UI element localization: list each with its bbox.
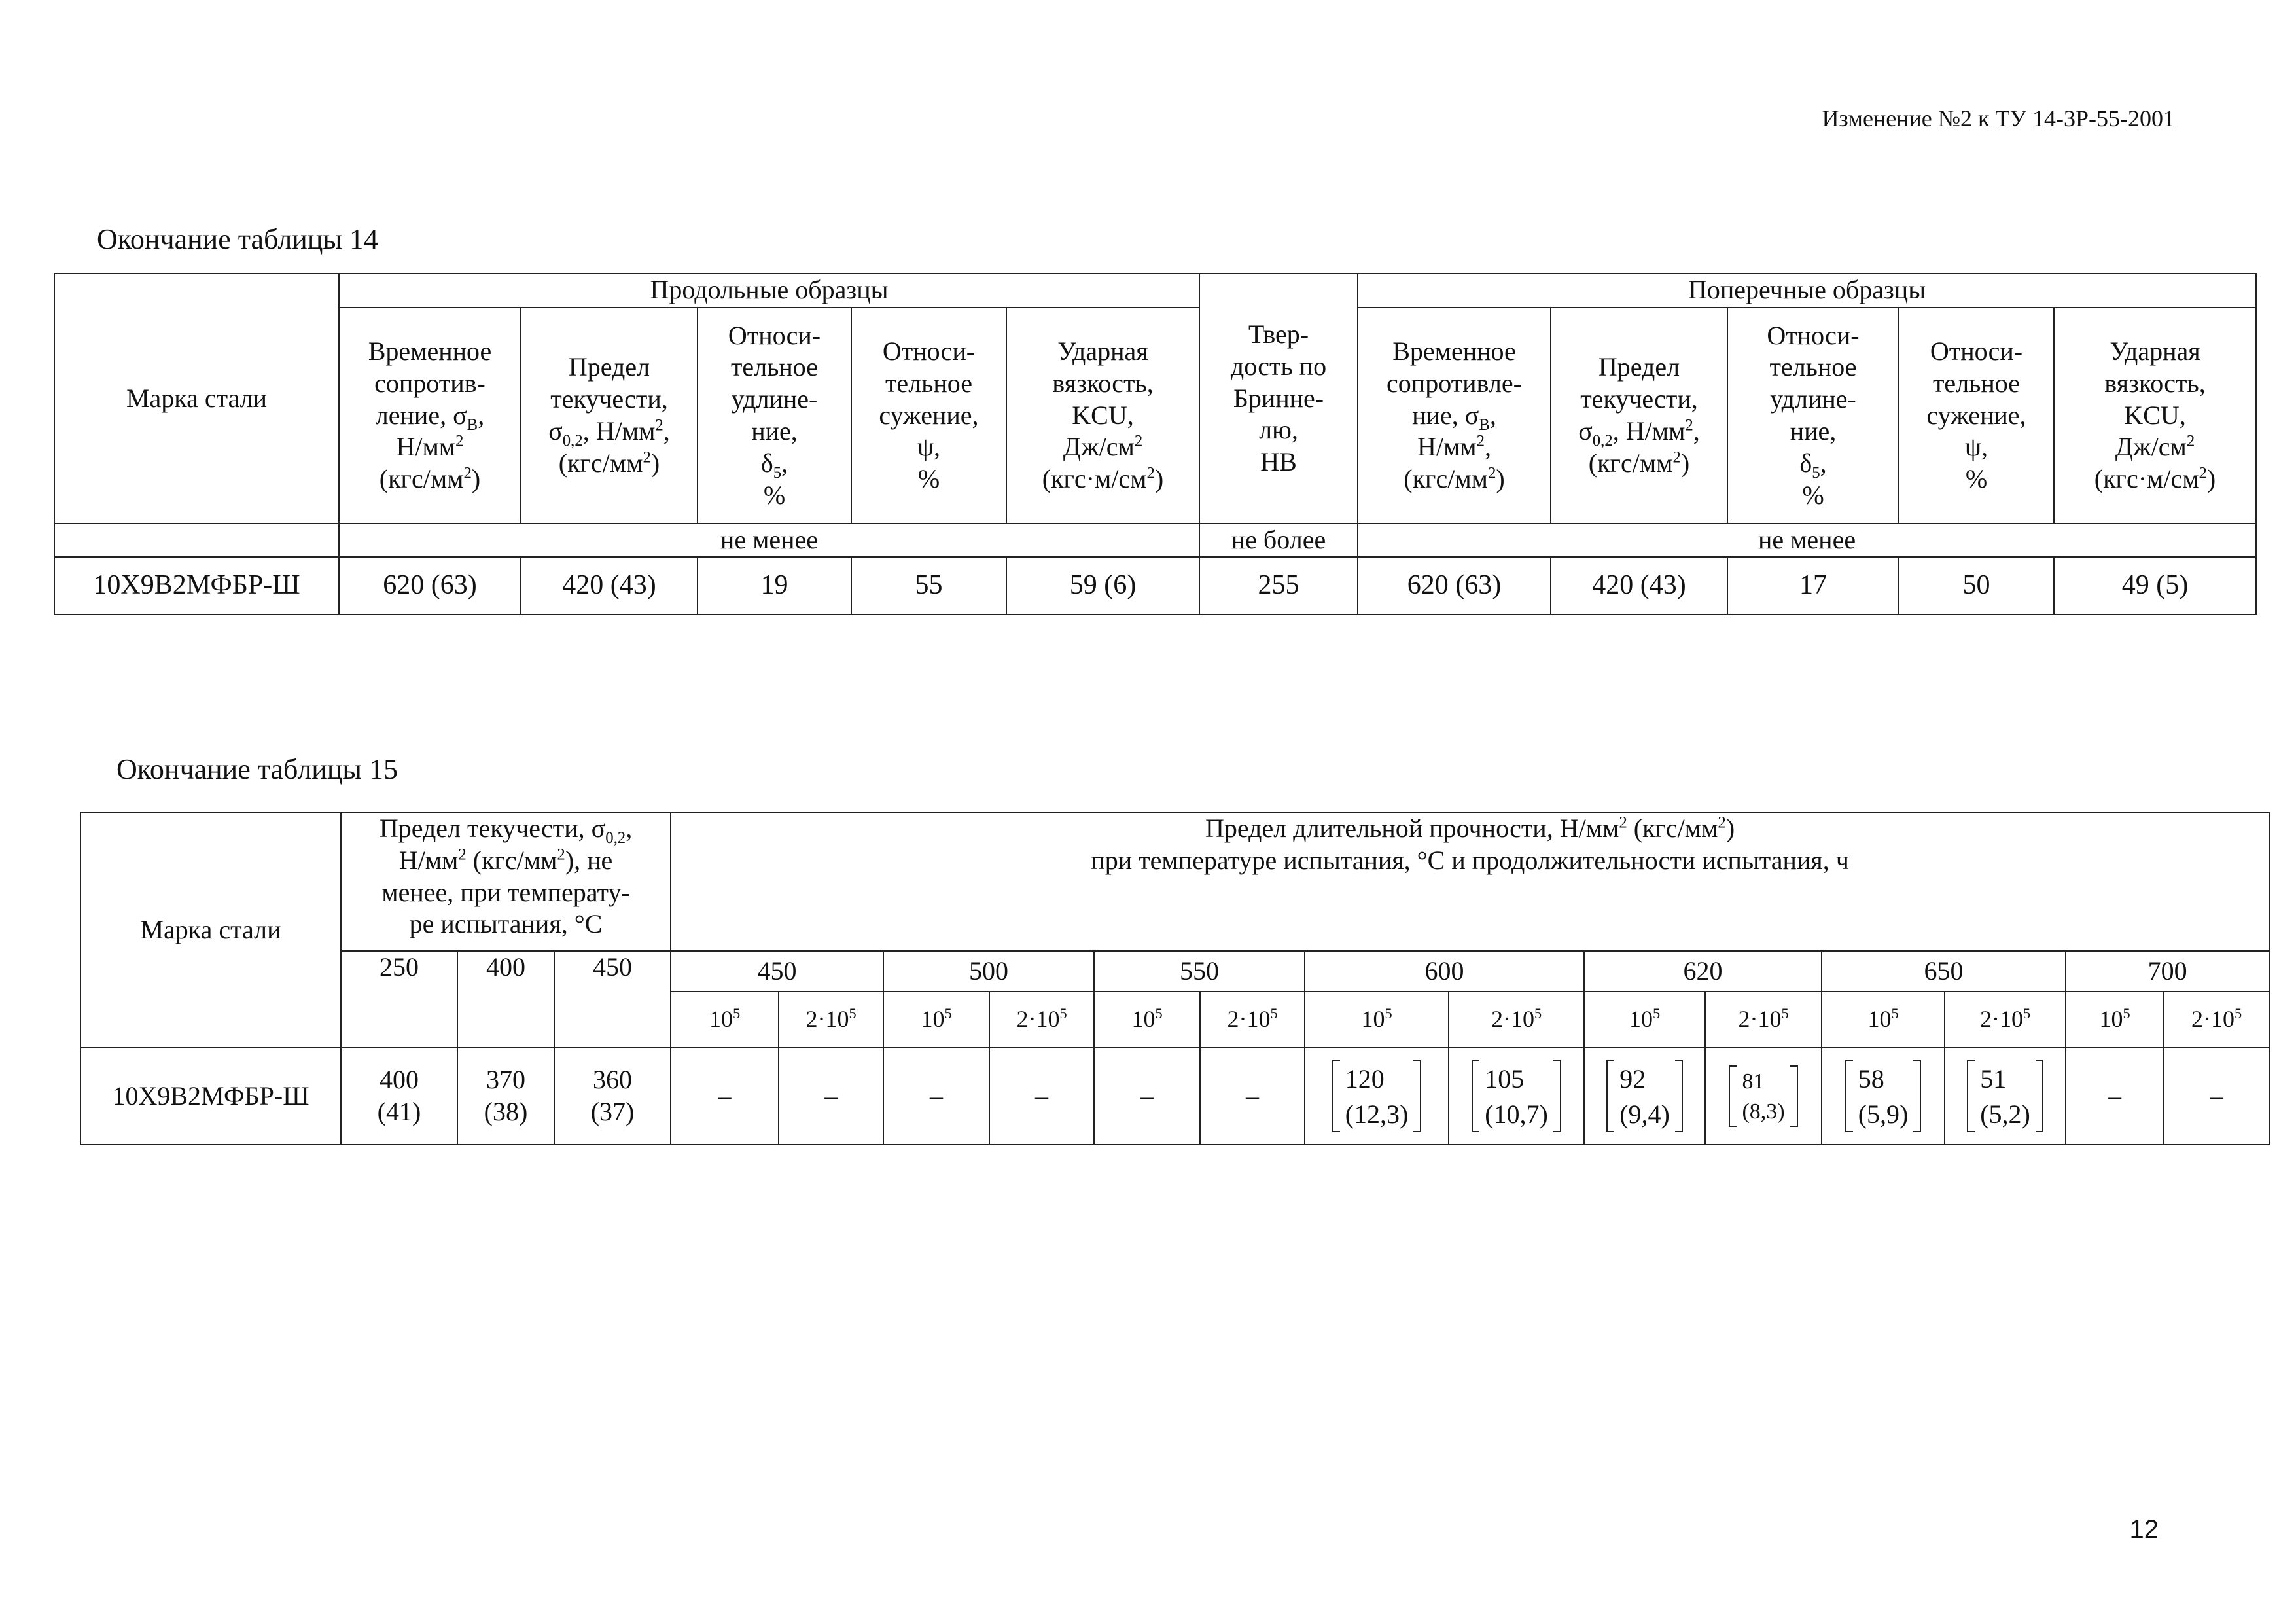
steel-grade-cell-15: 10Х9В2МФБР-Ш [80, 1048, 341, 1145]
long-col-header-1: Временное сопротив- ление, $\sigma_В$, $Н/мм^2$ $(кгс/мм^2)$ [339, 308, 521, 524]
bracket-sub: (12,3) [1345, 1099, 1409, 1129]
strength-value-620-1 [1584, 1048, 1705, 1145]
longitudinal-samples-header: Продольные образцы [339, 274, 1199, 308]
duration-550-2: $2\cdot 10^5$ [1200, 991, 1305, 1048]
long-col-header-3: Относи- тельное удлине- ние, $\delta_5$, % [698, 308, 851, 524]
table-14 [54, 273, 2257, 615]
duration-650-2: $2\cdot 10^5$ [1945, 991, 2066, 1048]
strength-value-500-1: – [883, 1048, 989, 1145]
duration-650-1: $10^5$ [1822, 991, 1945, 1048]
table-15-caption: Окончание таблицы 15 [116, 753, 398, 785]
bracket-value [1966, 1058, 2045, 1135]
trans-col-header-2: Предел текучести, $\sigma_{0,2}$, $Н/мм^2$, $(кгс/мм^2)$ [1551, 308, 1727, 524]
duration-700-2: $2\cdot 10^5$ [2164, 991, 2269, 1048]
bracket-sub: (5,2) [1980, 1099, 2030, 1129]
value-cell-9: 17 [1727, 557, 1899, 615]
bracket-main: 105 [1485, 1064, 1525, 1094]
table-15 [80, 812, 2270, 1145]
page-number: 12 [2129, 1515, 2159, 1544]
strength-value-700-1: – [2066, 1048, 2164, 1145]
steel-grade-cell: 10Х9В2МФБР-Ш [54, 557, 339, 615]
strength-value-700-2: – [2164, 1048, 2269, 1145]
value-cell-10: 50 [1899, 557, 2054, 615]
strength-temp-500: 500 [883, 951, 1094, 991]
bracket-value [1727, 1063, 1799, 1130]
bracket-sub: (10,7) [1485, 1099, 1548, 1129]
duration-600-1: $10^5$ [1305, 991, 1449, 1048]
value-cell-6: 255 [1199, 557, 1358, 615]
value-cell-2: 420 (43) [521, 557, 698, 615]
strength-value-550-2: – [1200, 1048, 1305, 1145]
document-reference: Изменение №2 к ТУ 14-3Р-55-2001 [1822, 105, 2175, 132]
value-cell-3: 19 [698, 557, 851, 615]
strength-temp-700: 700 [2066, 951, 2269, 991]
table-14-caption: Окончание таблицы 14 [97, 223, 378, 255]
value-cell-11: 49 (5) [2054, 557, 2256, 615]
bracket-main: 51 [1980, 1064, 2007, 1094]
strength-value-450-1: – [671, 1048, 779, 1145]
strength-temp-620: 620 [1584, 951, 1822, 991]
trans-col-header-1: Временное сопротивле- ние, $\sigma_В$, $Н/мм^2$, $(кгс/мм^2)$ [1358, 308, 1551, 524]
duration-620-1: $10^5$ [1584, 991, 1705, 1048]
value-cell-1: 620 (63) [339, 557, 521, 615]
bracket-sub: (9,4) [1619, 1099, 1670, 1129]
yield-value-250: 400 (41) [341, 1048, 457, 1145]
bracket-main: 92 [1619, 1064, 1646, 1094]
steel-grade-header-15: Марка стали [80, 812, 341, 1048]
value-cell-7: 620 (63) [1358, 557, 1551, 615]
duration-600-2: $2\cdot 10^5$ [1449, 991, 1584, 1048]
yield-temp-400: 400 [457, 951, 554, 1048]
long-col-header-2: Предел текучести, $\sigma_{0,2}$, $Н/мм^2$, $(кгс/мм^2)$ [521, 308, 698, 524]
units-not-less-long: не менее [339, 524, 1199, 557]
transverse-samples-header: Поперечные образцы [1358, 274, 2256, 308]
hardness-header: Твер- дость по Бринне- лю, НВ [1199, 274, 1358, 524]
strength-temp-550: 550 [1094, 951, 1305, 991]
value-cell-8: 420 (43) [1551, 557, 1727, 615]
duration-500-1: $10^5$ [883, 991, 989, 1048]
strength-value-600-2 [1449, 1048, 1584, 1145]
strength-value-500-2: – [989, 1048, 1094, 1145]
units-empty-cell [54, 524, 339, 557]
long-col-header-4: Относи- тельное сужение, ψ, % [851, 308, 1006, 524]
bracket-sub: (5,9) [1858, 1099, 1909, 1129]
trans-col-header-5: Ударная вязкость, KCU, $Дж/см^2$ $(кгс\cdot м/см^2)$ [2054, 308, 2256, 524]
strength-temp-600: 600 [1305, 951, 1584, 991]
strength-value-650-1 [1822, 1048, 1945, 1145]
bracket-sub: (8,3) [1742, 1099, 1785, 1124]
strength-temp-650: 650 [1822, 951, 2066, 991]
trans-col-header-4: Относи- тельное сужение, ψ, % [1899, 308, 2054, 524]
yield-temp-250: 250 [341, 951, 457, 1048]
strength-temp-450: 450 [671, 951, 883, 991]
yield-temp-450: 450 [554, 951, 671, 1048]
bracket-value [1470, 1058, 1563, 1135]
duration-700-1: $10^5$ [2066, 991, 2164, 1048]
bracket-main: 81 [1742, 1069, 1765, 1094]
yield-value-450: 360 (37) [554, 1048, 671, 1145]
strength-value-620-2 [1705, 1048, 1822, 1145]
units-not-less-trans: не менее [1358, 524, 2256, 557]
value-cell-5: 59 (6) [1006, 557, 1199, 615]
long-col-header-5: Ударная вязкость, KCU, $Дж/см^2$ $(кгс\cdot м/см^2)$ [1006, 308, 1199, 524]
duration-550-1: $10^5$ [1094, 991, 1200, 1048]
strength-value-600-1 [1305, 1048, 1449, 1145]
duration-450-1: $10^5$ [671, 991, 779, 1048]
strength-value-550-1: – [1094, 1048, 1200, 1145]
duration-500-2: $2\cdot 10^5$ [989, 991, 1094, 1048]
units-not-more: не более [1199, 524, 1358, 557]
bracket-value [1331, 1058, 1423, 1135]
strength-value-450-2: – [779, 1048, 883, 1145]
trans-col-header-3: Относи- тельное удлине- ние, $\delta_5$, % [1727, 308, 1899, 524]
duration-620-2: $2\cdot 10^5$ [1705, 991, 1822, 1048]
yield-strength-header: Предел текучести, $\sigma_{0,2}$, $Н/мм^2$ $(кгс/мм^2)$, не менее, при температу- ре испытания, °С [341, 812, 671, 951]
steel-grade-header: Марка стали [54, 274, 339, 524]
bracket-main: 58 [1858, 1064, 1884, 1094]
strength-value-650-2 [1945, 1048, 2066, 1145]
long-term-strength-header: Предел длительной прочности, $Н/мм^2$ $(кгс/мм^2)$ при температуре испытания, °С и продолжительности испытания, ч [671, 812, 2269, 951]
value-cell-4: 55 [851, 557, 1006, 615]
bracket-main: 120 [1345, 1064, 1385, 1094]
bracket-value [1844, 1058, 1923, 1135]
yield-value-400: 370 (38) [457, 1048, 554, 1145]
bracket-value [1605, 1058, 1684, 1135]
duration-450-2: $2\cdot 10^5$ [779, 991, 883, 1048]
